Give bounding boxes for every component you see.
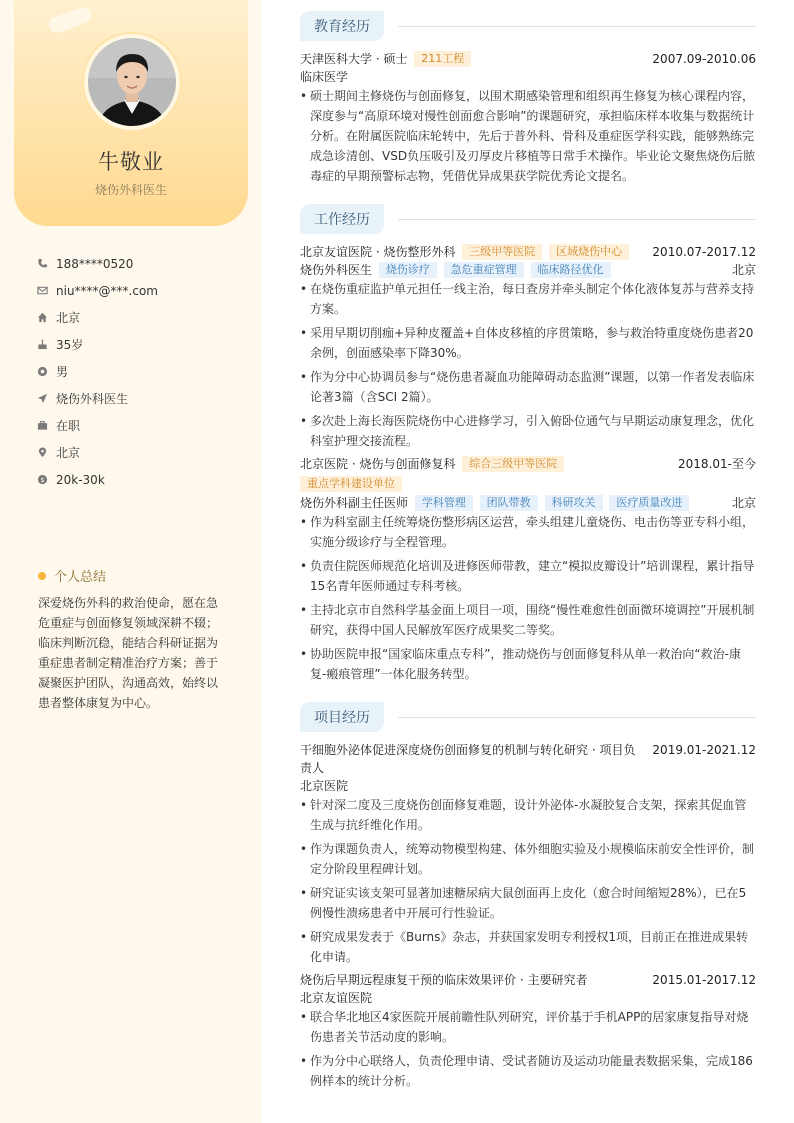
education-date: 2007.09-2010.06 (652, 52, 756, 66)
location-pin-icon (36, 447, 48, 459)
job-position-row (300, 261, 756, 279)
candidate-role: 烧伤外科医生 (94, 183, 167, 197)
info-email: niu****@***.com (36, 277, 158, 304)
info-salary: $ 20k-30k (36, 466, 158, 493)
project-title-row (300, 971, 756, 989)
briefcase-icon (36, 420, 48, 432)
job-position: 烧伤外科医生 (300, 263, 373, 277)
list-item: • 研究证实该支架可显著加速糖尿病大鼠创面再上皮化（愈合时间缩短28%），已在5例慢性溃疡患者中开展可行性验证。 (300, 883, 756, 923)
job-city: 北京 (731, 496, 756, 510)
sidebar (0, 0, 262, 1123)
summary-heading: 个人总结 (38, 566, 106, 585)
skill-tag: 团队带教 (480, 495, 538, 511)
list-item: • 主持北京市自然科学基金面上项目一项，围绕“慢性难愈性创面微环境调控”开展机制研究，获得中国人民解放军医疗成果奖二等奖。 (300, 600, 756, 640)
cake-icon (36, 339, 48, 351)
work-title: 工作经历 (300, 204, 384, 234)
education-major: 临床医学 (300, 70, 349, 84)
job-bullets (300, 512, 756, 688)
profile-card (14, 0, 248, 226)
education-section-header (300, 11, 756, 41)
section-divider (398, 219, 756, 220)
org-tag: 区域烧伤中心 (549, 244, 629, 260)
svg-text:$: $ (39, 475, 45, 484)
avatar (88, 38, 176, 126)
info-home: 北京 (36, 304, 158, 331)
skill-tag: 急危重症管理 (444, 262, 524, 278)
skill-tag: 烧伤诊疗 (379, 262, 437, 278)
projects-section-header (300, 702, 756, 732)
project-bullets (300, 1007, 756, 1095)
job-org-tag-row (300, 475, 756, 493)
home-icon (36, 312, 48, 324)
job-org-row (300, 455, 756, 473)
list-item: • 作为课题负责人，统筹动物模型构建、体外细胞实验及小规模临床前安全性评价，制定分阶段里程碑计划。 (300, 839, 756, 879)
job-city: 北京 (731, 263, 756, 277)
email-icon (36, 285, 48, 297)
education-school-row (300, 50, 756, 68)
job-bullets (300, 279, 756, 455)
list-item: • 联合华北地区4家医院开展前瞻性队列研究，评价基于手机APP的居家康复指导对烧伤患者关节活动度的影响。 (300, 1007, 756, 1047)
project-org: 北京友谊医院 (300, 991, 373, 1005)
list-item: • 硕士期间主修烧伤与创面修复，以围术期感染管理和组织再生修复为核心课程内容，深度参与“高原环境对慢性创面愈合影响”的课题研究，承担临床样本收集与数据统计分析。在附属医院临床轮转中，先后于普外科、骨科及重症医学科实践，能够熟练完成急诊清创、VSD负压吸引及刃厚皮片移植等日常手术操作。毕业论文聚焦烧伤后脓毒症的早期预警标志物，凭借优异成果获学院优秀论文提名。 (300, 86, 756, 186)
info-age: 35岁 (36, 331, 158, 358)
list-item: • 协助医院申报“国家临床重点专科”，推动烧伤与创面修复科从单一救治向“救治-康复-瘢痕管理”一体化服务转型。 (300, 644, 756, 684)
job-date: 2018.01-至今 (678, 457, 756, 471)
work-section-header (300, 204, 756, 234)
list-item: • 多次赴上海长海医院烧伤中心进修学习，引入俯卧位通气与早期运动康复理念，优化科室护理交接流程。 (300, 411, 756, 451)
section-divider (398, 717, 756, 718)
phone-icon (36, 258, 48, 270)
job-position-row (300, 494, 756, 512)
project-name: 烧伤后早期远程康复干预的临床效果评价 · 主要研究者 (300, 973, 588, 987)
org-tag: 三级甲等医院 (462, 244, 542, 260)
project-date: 2019.01-2021.12 (652, 743, 756, 757)
job-org-row (300, 243, 756, 261)
project-bullets (300, 795, 756, 971)
info-gender: 男 (36, 358, 158, 385)
skill-tag: 学科管理 (415, 495, 473, 511)
summary-text: 深爱烧伤外科的救治使命，愿在急危重症与创面修复领域深耕不辍；临床判断沉稳，能结合科研证据为重症患者制定精准治疗方案；善于凝聚医护团队，沟通高效，始终以患者整体康复为中心。 (38, 596, 219, 710)
list-item: • 在烧伤重症监护单元担任一线主治，每日查房并牵头制定个体化液体复苏与营养支持方案。 (300, 279, 756, 319)
job-date: 2010.07-2017.12 (652, 245, 756, 259)
contact-info-list (36, 250, 158, 493)
project-org: 北京医院 (300, 779, 349, 793)
projects-title: 项目经历 (300, 702, 384, 732)
education-title: 教育经历 (300, 11, 384, 41)
org-tag: 综合三级甲等医院 (462, 456, 564, 472)
skill-tag: 医疗质量改进 (609, 495, 689, 511)
skill-tag: 科研攻关 (545, 495, 603, 511)
candidate-name: 牛敬业 (98, 150, 164, 174)
list-item: • 作为科室副主任统筹烧伤整形病区运营，牵头组建儿童烧伤、电击伤等亚专科小组，实施分级诊疗与全程管理。 (300, 512, 756, 552)
list-item: • 作为分中心协调员参与“烧伤患者凝血功能障碍动态监测”课题，以第一作者发表临床论著3篇（含SCI 2篇）。 (300, 367, 756, 407)
job-org: 北京友谊医院 · 烧伤整形外科 (300, 245, 456, 259)
job-org: 北京医院 · 烧伤与创面修复科 (300, 457, 456, 471)
avatar-frame (84, 34, 180, 130)
skill-tag: 临床路径优化 (531, 262, 611, 278)
education-bullets (300, 86, 756, 190)
section-divider (398, 26, 756, 27)
school-tag: 211工程 (414, 51, 471, 67)
info-location: 北京 (36, 439, 158, 466)
decorative-shape (47, 5, 94, 35)
send-icon (36, 393, 48, 405)
info-phone: 188****0520 (36, 250, 158, 277)
info-status: 在职 (36, 412, 158, 439)
list-item: • 作为分中心联络人，负责伦理申请、受试者随访及运动功能量表数据采集，完成186例样本的统计分析。 (300, 1051, 756, 1091)
list-item: • 针对深二度及三度烧伤创面修复难题，设计外泌体-水凝胶复合支架，探索其促血管生成与抗纤维化作用。 (300, 795, 756, 835)
school-name: 天津医科大学 · 硕士 (300, 52, 408, 66)
project-name: 干细胞外泌体促进深度烧伤创面修复的机制与转化研究 · 项目负责人 (300, 743, 636, 775)
gender-icon (36, 366, 48, 378)
project-title-row (300, 741, 756, 777)
job-position: 烧伤外科副主任医师 (300, 496, 409, 510)
summary-dot-icon (38, 572, 46, 580)
money-icon (36, 474, 48, 486)
list-item: • 采用早期切削痂+异种皮覆盖+自体皮移植的序贯策略，参与救治特重度烧伤患者20余例，创面感染率下降30%。 (300, 323, 756, 363)
list-item: • 研究成果发表于《Burns》杂志，并获国家发明专利授权1项，目前正在推进成果转化申请。 (300, 927, 756, 967)
org-tag: 重点学科建设单位 (300, 476, 402, 492)
list-item: • 负责住院医师规范化培训及进修医师带教，建立“模拟皮瓣设计”培训课程，累计指导15名青年医师通过专科考核。 (300, 556, 756, 596)
project-date: 2015.01-2017.12 (652, 973, 756, 987)
info-position: 烧伤外科医生 (36, 385, 158, 412)
